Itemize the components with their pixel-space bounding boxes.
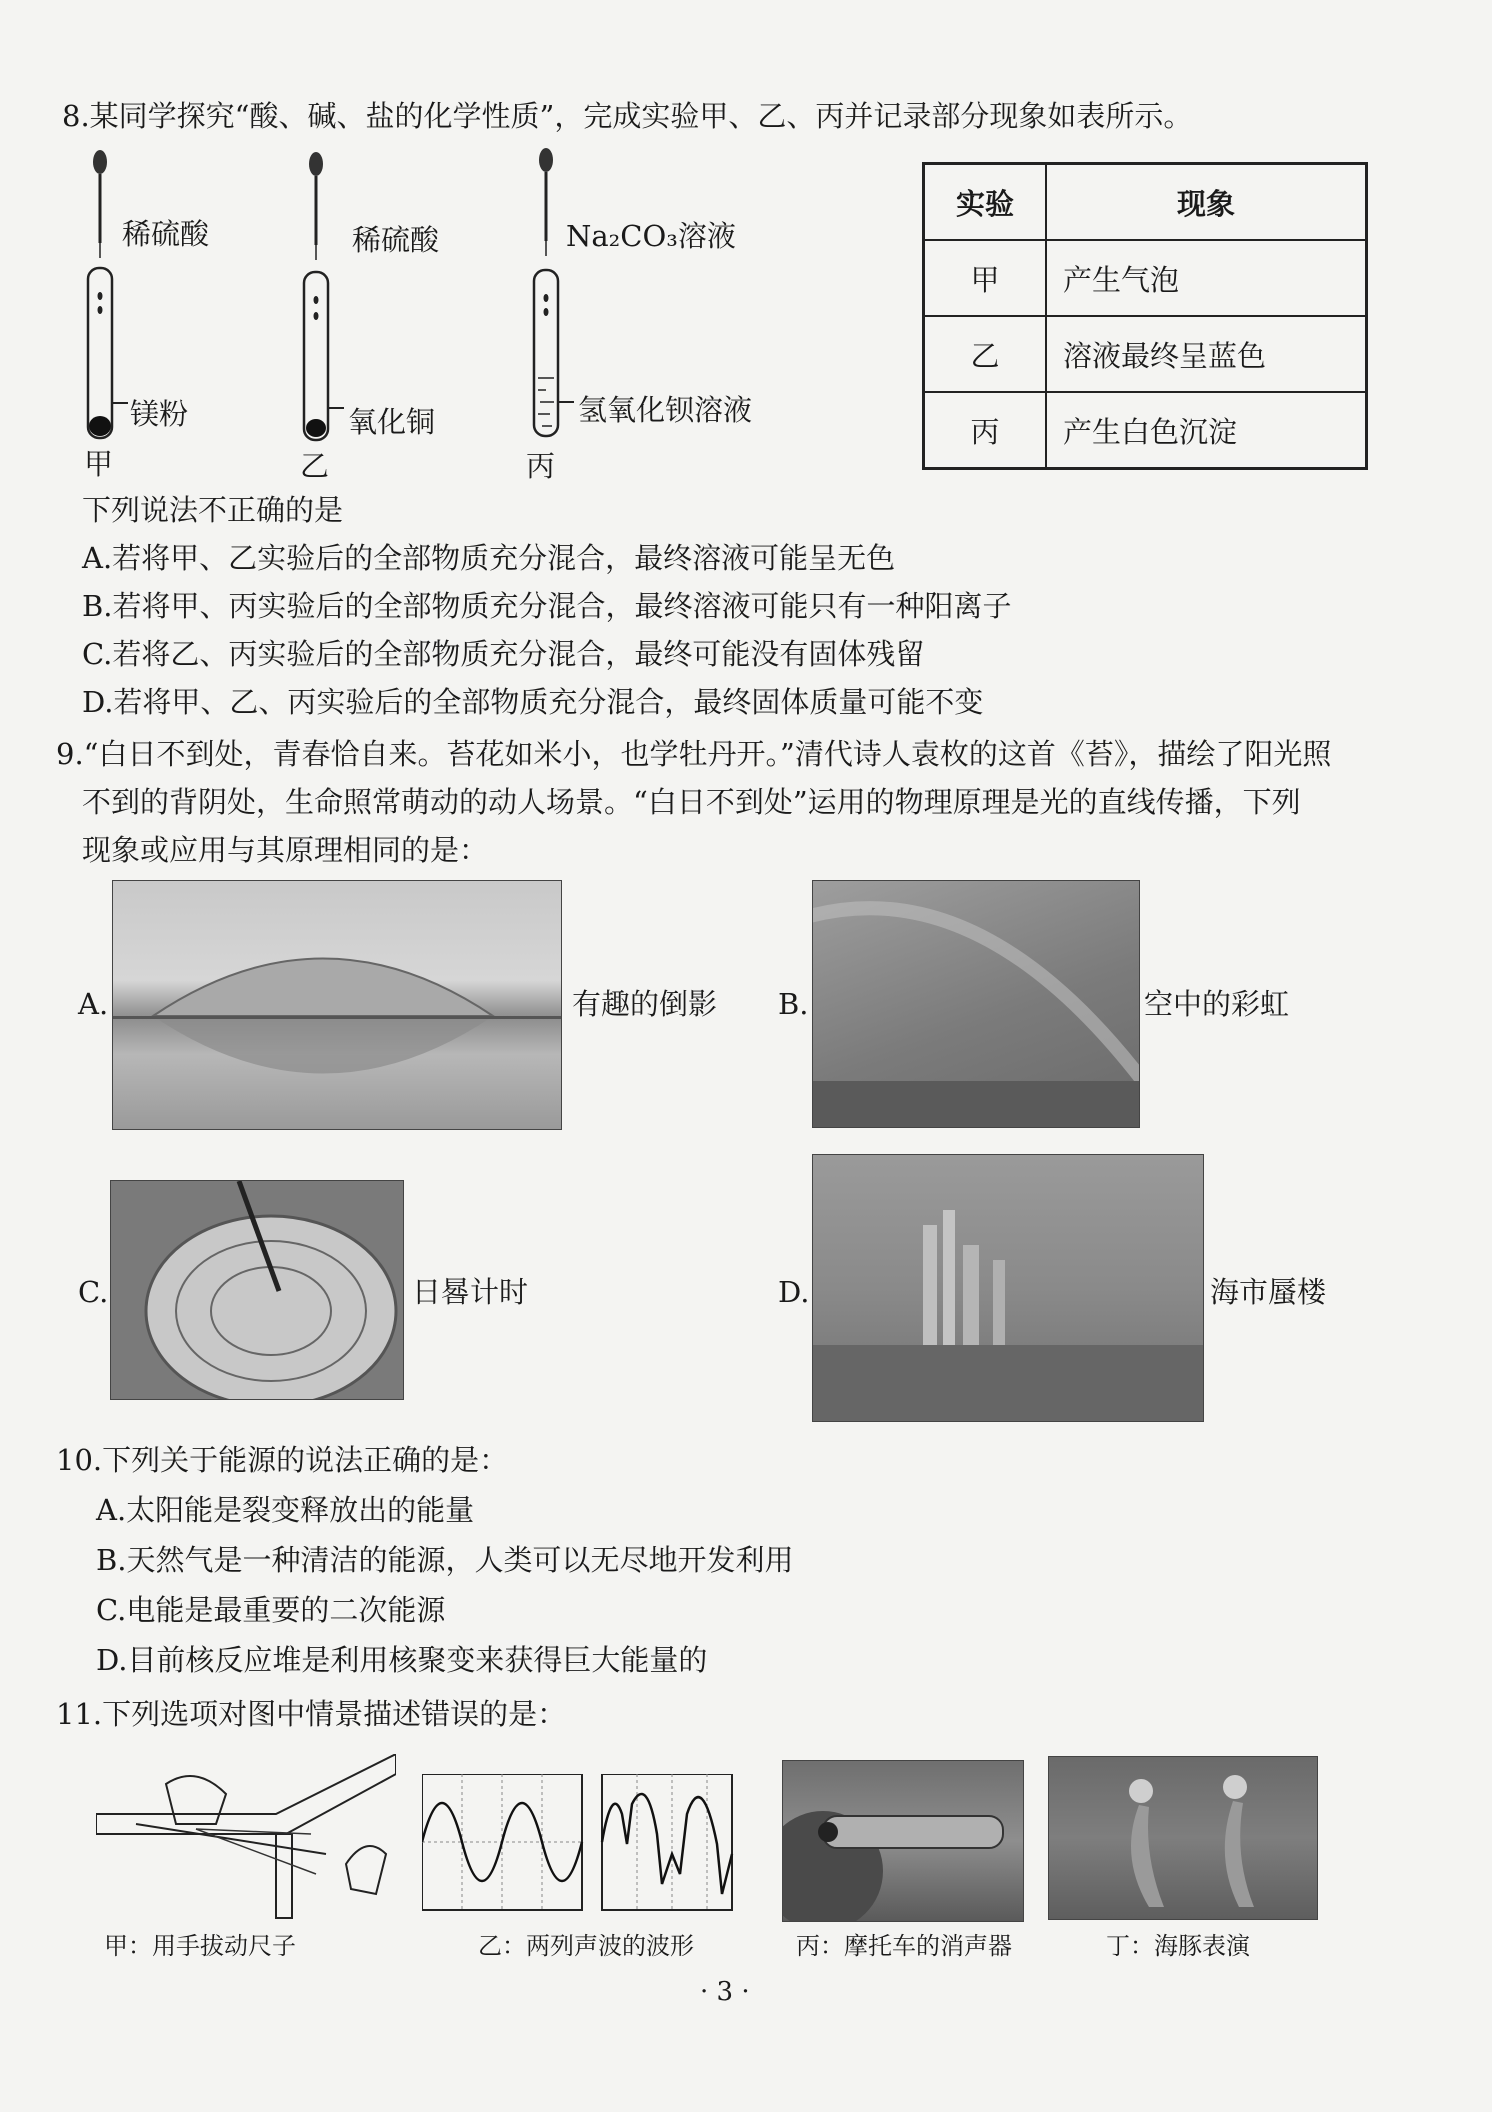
- tube-yi-reagent: 稀硫酸: [352, 223, 440, 257]
- table-header-experiment: 实验: [924, 164, 1047, 241]
- q9-option-c-caption: 日晷计时: [412, 1275, 529, 1309]
- dolphin-photo: [1048, 1756, 1318, 1920]
- sundial-photo: [110, 1180, 404, 1400]
- q11-caption-ding: 丁：海豚表演: [1106, 1932, 1250, 1960]
- q8-option-c: C.若将乙、丙实验后的全部物质充分混合，最终可能没有固体残留: [82, 637, 925, 671]
- muffler-photo: [782, 1760, 1024, 1922]
- test-tube-bing-figure: [516, 146, 576, 456]
- q9-stem-line3: 现象或应用与其原理相同的是：: [82, 833, 489, 867]
- table-cell: 丙: [924, 392, 1047, 469]
- tube-bing-reagent: Na₂CO₃溶液: [566, 219, 736, 253]
- tube-bing-label: 丙: [526, 449, 556, 483]
- table-row: [924, 240, 1367, 316]
- q8-option-b: B.若将甲、丙实验后的全部物质充分混合，最终溶液可能只有一种阳离子: [82, 589, 1012, 623]
- q10-option-a: A.太阳能是裂变释放出的能量: [96, 1493, 475, 1527]
- table-row: [924, 392, 1367, 469]
- q11-caption-bing: 丙：摩托车的消声器: [796, 1932, 1012, 1960]
- q9-option-a-letter: A.: [78, 987, 109, 1021]
- table-cell: 溶液最终呈蓝色: [1046, 316, 1367, 392]
- table-row: [924, 316, 1367, 392]
- test-tube-jia-figure: [70, 148, 130, 458]
- ruler-figure: [96, 1754, 396, 1920]
- reflection-photo: [112, 880, 562, 1130]
- q10-option-c: C.电能是最重要的二次能源: [96, 1593, 446, 1627]
- test-tube-yi-figure: [286, 150, 346, 460]
- q9-option-d-caption: 海市蜃楼: [1210, 1275, 1327, 1309]
- q9-option-b-letter: B.: [778, 987, 809, 1021]
- q10-option-b: B.天然气是一种清洁的能源，人类可以无尽地开发利用: [96, 1543, 794, 1577]
- page-number: · 3 ·: [700, 1977, 750, 2007]
- q8-question: 下列说法不正确的是: [82, 493, 344, 527]
- q11-caption-jia: 甲：用手拔动尺子: [104, 1932, 296, 1960]
- mirage-photo: [812, 1154, 1204, 1422]
- table-cell: 产生白色沉淀: [1046, 392, 1367, 469]
- tube-jia-reagent: 稀硫酸: [122, 217, 210, 251]
- q9-option-b-caption: 空中的彩虹: [1144, 987, 1290, 1021]
- q8-option-d: D.若将甲、乙、丙实验后的全部物质充分混合，最终固体质量可能不变: [82, 685, 984, 719]
- tube-yi-label: 乙: [300, 449, 330, 483]
- q11-caption-yi: 乙：两列声波的波形: [478, 1932, 694, 1960]
- q9-option-c-letter: C.: [78, 1275, 109, 1309]
- q9-option-a-caption: 有趣的倒影: [572, 987, 718, 1021]
- q9-stem-line2: 不到的背阴处，生命照常萌动的动人场景。“白日不到处”运用的物理原理是光的直线传播，下列: [82, 785, 1301, 819]
- q9-stem-line1: 9.“白日不到处，青春恰自来。苔花如米小，也学牡丹开。”清代诗人袁枚的这首《苔》，描绘了阳光照: [56, 737, 1332, 771]
- q11-stem: 11.下列选项对图中情景描述错误的是：: [56, 1697, 567, 1731]
- tube-jia-content: 镁粉: [130, 397, 189, 431]
- table-cell: 甲: [924, 240, 1047, 316]
- table-cell: 乙: [924, 316, 1047, 392]
- q8-stem: 8.某同学探究“酸、碱、盐的化学性质”，完成实验甲、乙、丙并记录部分现象如表所示。: [62, 99, 1193, 133]
- tube-yi-content: 氧化铜: [348, 405, 436, 439]
- table-cell: 产生气泡: [1046, 240, 1367, 316]
- q10-stem: 10.下列关于能源的说法正确的是：: [56, 1443, 509, 1477]
- observation-table: [922, 162, 1368, 470]
- tube-bing-content: 氢氧化钡溶液: [578, 393, 753, 427]
- q8-option-a: A.若将甲、乙实验后的全部物质充分混合，最终溶液可能呈无色: [82, 541, 896, 575]
- q10-option-d: D.目前核反应堆是利用核聚变来获得巨大能量的: [96, 1643, 708, 1677]
- waveform-figure: [422, 1774, 734, 1914]
- q9-option-d-letter: D.: [778, 1275, 810, 1309]
- rainbow-photo: [812, 880, 1140, 1128]
- table-header-phenomenon: 现象: [1046, 164, 1367, 241]
- tube-jia-label: 甲: [84, 447, 114, 481]
